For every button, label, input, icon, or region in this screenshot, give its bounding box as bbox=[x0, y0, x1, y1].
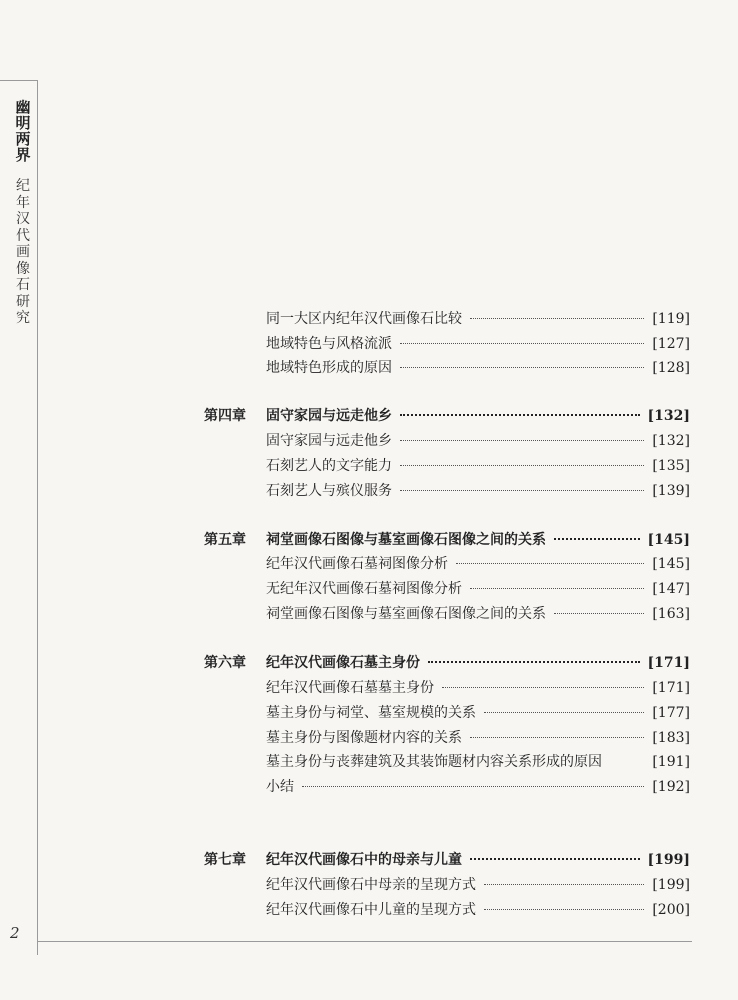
bottom-rule bbox=[38, 941, 692, 942]
toc-item-page: [139] bbox=[652, 483, 690, 499]
leader-dots bbox=[470, 318, 644, 319]
toc-item-page: [192] bbox=[652, 779, 690, 795]
leader-dots bbox=[400, 414, 640, 416]
chapter-heading[interactable] bbox=[204, 849, 690, 871]
toc-item-title: 祠堂画像石图像与墓室画像石图像之间的关系 bbox=[266, 606, 546, 622]
chapter-heading[interactable] bbox=[204, 652, 690, 674]
toc-item-title: 地域特色与风格流派 bbox=[266, 336, 392, 352]
toc-item-page: [135] bbox=[652, 458, 690, 474]
chapter-number: 第五章 bbox=[204, 532, 246, 548]
toc-item-page: [145] bbox=[652, 556, 690, 572]
toc-item[interactable] bbox=[266, 357, 690, 379]
toc-item[interactable] bbox=[266, 899, 690, 921]
chapter-title: 纪年汉代画像石中的母亲与儿童 bbox=[266, 852, 462, 868]
toc-item-title: 纪年汉代画像石墓墓主身份 bbox=[266, 680, 434, 696]
toc-item-page: [183] bbox=[652, 730, 690, 746]
leader-dots bbox=[400, 465, 644, 466]
toc-item-page: [200] bbox=[652, 902, 690, 918]
toc-item-title: 纪年汉代画像石墓祠图像分析 bbox=[266, 556, 448, 572]
leader-dots bbox=[400, 367, 644, 368]
book-title: 幽明两界 bbox=[15, 98, 31, 164]
toc-item[interactable] bbox=[266, 702, 690, 724]
chapter-number: 第七章 bbox=[204, 852, 246, 868]
toc-item[interactable] bbox=[266, 603, 690, 625]
toc-item[interactable] bbox=[266, 727, 690, 749]
toc-item-title: 固守家园与远走他乡 bbox=[266, 433, 392, 449]
leader-dots bbox=[428, 661, 640, 663]
toc-item-page: [191] bbox=[652, 754, 690, 770]
toc-item[interactable] bbox=[266, 308, 690, 330]
toc-item[interactable] bbox=[266, 751, 690, 773]
leader-dots bbox=[400, 440, 644, 441]
leader-dots bbox=[554, 613, 644, 614]
toc-item-page: [127] bbox=[652, 336, 690, 352]
leader-dots bbox=[484, 884, 644, 885]
page-number: 2 bbox=[10, 924, 20, 942]
toc-item-page: [199] bbox=[652, 877, 690, 893]
leader-dots bbox=[484, 712, 644, 713]
toc-item[interactable] bbox=[266, 677, 690, 699]
chapter-title: 祠堂画像石图像与墓室画像石图像之间的关系 bbox=[266, 532, 546, 548]
toc-item-page: [132] bbox=[652, 433, 690, 449]
leader-dots bbox=[302, 786, 644, 787]
book-subtitle: 纪年汉代画像石研究 bbox=[16, 178, 30, 326]
toc-item-title: 地域特色形成的原因 bbox=[266, 360, 392, 376]
toc-item[interactable] bbox=[266, 776, 690, 798]
chapter-heading[interactable] bbox=[204, 405, 690, 427]
toc-item-page: [171] bbox=[652, 680, 690, 696]
toc-item-title: 墓主身份与图像题材内容的关系 bbox=[266, 730, 462, 746]
leader-dots bbox=[470, 588, 644, 589]
chapter-heading[interactable] bbox=[204, 529, 690, 551]
toc-item[interactable] bbox=[266, 553, 690, 575]
chapter-page: [145] bbox=[647, 532, 690, 548]
toc-item-page: [163] bbox=[652, 606, 690, 622]
chapter-title: 固守家园与远走他乡 bbox=[266, 408, 392, 424]
chapter-number: 第六章 bbox=[204, 655, 246, 671]
chapter-page: [171] bbox=[647, 655, 690, 671]
toc-item-title: 纪年汉代画像石中儿童的呈现方式 bbox=[266, 902, 476, 918]
toc-item[interactable] bbox=[266, 874, 690, 896]
leader-dots bbox=[484, 909, 644, 910]
toc-item-title: 石刻艺人与殡仪服务 bbox=[266, 483, 392, 499]
leader-dots bbox=[554, 538, 640, 540]
toc-item-title: 小结 bbox=[266, 779, 294, 795]
leader-dots bbox=[470, 858, 640, 860]
leader-dots bbox=[400, 343, 644, 344]
chapter-number: 第四章 bbox=[204, 408, 246, 424]
toc-item-title: 无纪年汉代画像石墓祠图像分析 bbox=[266, 581, 462, 597]
leader-dots bbox=[442, 687, 644, 688]
leader-dots bbox=[400, 490, 644, 491]
leader-dots bbox=[456, 563, 644, 564]
toc-item-page: [177] bbox=[652, 705, 690, 721]
toc-item-page: [119] bbox=[652, 311, 690, 327]
toc-item[interactable] bbox=[266, 480, 690, 502]
chapter-title: 纪年汉代画像石墓主身份 bbox=[266, 655, 420, 671]
chapter-page: [132] bbox=[647, 408, 690, 424]
toc-item-title: 同一大区内纪年汉代画像石比较 bbox=[266, 311, 462, 327]
toc-item[interactable] bbox=[266, 578, 690, 600]
leader-dots bbox=[470, 737, 644, 738]
toc-item[interactable] bbox=[266, 430, 690, 452]
toc-item-page: [128] bbox=[652, 360, 690, 376]
toc-item-page: [147] bbox=[652, 581, 690, 597]
toc-item-title: 石刻艺人的文字能力 bbox=[266, 458, 392, 474]
chapter-page: [199] bbox=[647, 852, 690, 868]
toc-item-title: 纪年汉代画像石中母亲的呈现方式 bbox=[266, 877, 476, 893]
toc-item[interactable] bbox=[266, 455, 690, 477]
margin-top-rule bbox=[0, 80, 38, 81]
toc-item-title: 墓主身份与祠堂、墓室规模的关系 bbox=[266, 705, 476, 721]
toc-item[interactable] bbox=[266, 333, 690, 355]
toc-item-title: 墓主身份与丧葬建筑及其装饰题材内容关系形成的原因 bbox=[266, 754, 602, 770]
